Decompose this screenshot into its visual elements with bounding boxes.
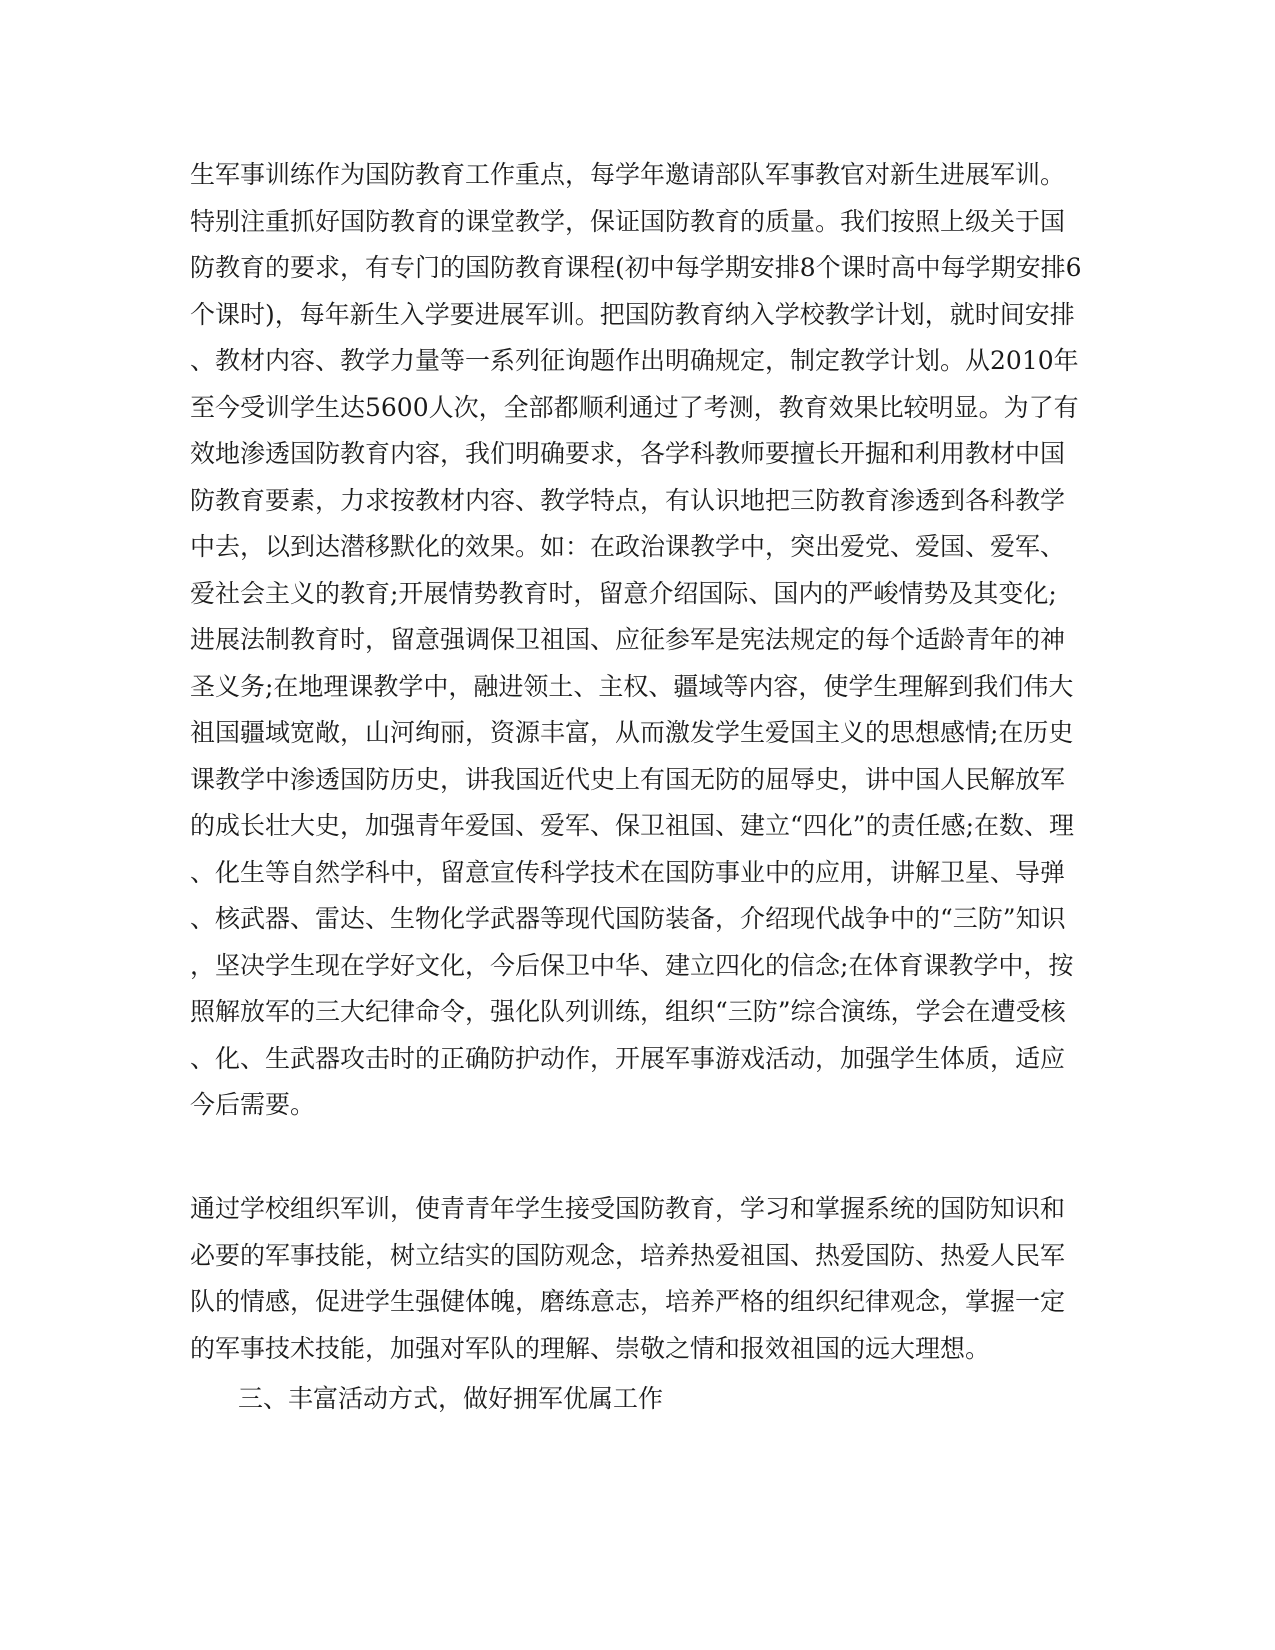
paragraph-line: 至今受训学生达5600人次，全部都顺利通过了考测，教育效果比较明显。为了有 bbox=[190, 392, 1079, 422]
paragraph-line: 、教材内容、教学力量等一系列征询题作出明确规定，制定教学计划。从2010年 bbox=[190, 346, 1079, 375]
paragraph-line: 的成长壮大史，加强青年爱国、爱军、保卫祖国、建立“四化”的责任感;在数、理 bbox=[190, 811, 1074, 840]
paragraph-line: 、核武器、雷达、生物化学武器等现代国防装备，介绍现代战争中的“三防”知识 bbox=[190, 904, 1066, 933]
paragraph-line: 中去，以到达潜移默化的效果。如：在政治课教学中，突出爱党、爱国、爱军、 bbox=[190, 532, 1066, 561]
paragraph-line: 生军事训练作为国防教育工作重点，每学年邀请部队军事教官对新生进展军训。 bbox=[190, 160, 1066, 189]
paragraph-line: 防教育要素，力求按教材内容、教学特点，有认识地把三防教育渗透到各科教学 bbox=[190, 485, 1066, 515]
paragraph-line: 队的情感，促进学生强健体魄，磨练意志，培养严格的组织纪律观念，掌握一定 bbox=[190, 1287, 1066, 1316]
paragraph-line: 个课时)，每年新生入学要进展军训。把国防教育纳入学校教学计划，就时间安排 bbox=[190, 299, 1075, 329]
paragraph-line: 通过学校组织军训，使青青年学生接受国防教育，学习和掌握系统的国防知识和 bbox=[190, 1194, 1066, 1223]
section-heading bbox=[238, 1376, 1138, 1423]
paragraph-line: 特别注重抓好国防教育的课堂教学，保证国防教育的质量。我们按照上级关于国 bbox=[190, 206, 1066, 236]
paragraph-line: 圣义务;在地理课教学中，融进领土、主权、疆域等内容，使学生理解到我们伟大 bbox=[190, 671, 1074, 701]
paragraph-line: 的军事技术技能，加强对军队的理解、崇敬之情和报效祖国的远大理想。 bbox=[190, 1333, 991, 1363]
paragraph-military-training-goals bbox=[190, 1186, 1090, 1372]
section-heading-text: 三、丰富活动方式，做好拥军优属工作 bbox=[238, 1384, 664, 1413]
paragraph-line: 进展法制教育时，留意强调保卫祖国、应征参军是宪法规定的每个适龄青年的神 bbox=[190, 625, 1066, 654]
paragraph-line: ，坚决学生现在学好文化，今后保卫中华、建立四化的信念;在体育课教学中，按 bbox=[190, 950, 1074, 980]
paragraph-line: 课教学中渗透国防历史，讲我国近代史上有国无防的屈辱史，讲中国人民解放军 bbox=[190, 764, 1066, 794]
paragraph-line: 、化生等自然学科中，留意宣传科学技术在国防事业中的应用，讲解卫星、导弹 bbox=[190, 857, 1066, 887]
paragraph-line: 防教育的要求，有专门的国防教育课程(初中每学期安排8个课时高中每学期安排6 bbox=[190, 253, 1082, 282]
paragraph-line: 必要的军事技能，树立结实的国防观念，培养热爱祖国、热爱国防、热爱人民军 bbox=[190, 1240, 1066, 1270]
paragraph-line: 祖国疆域宽敞，山河绚丽，资源丰富，从而激发学生爱国主义的思想感情;在历史 bbox=[190, 718, 1074, 747]
paragraph-line: 、化、生武器攻击时的正确防护动作，开展军事游戏活动，加强学生体质，适应 bbox=[190, 1043, 1066, 1073]
paragraph-line: 今后需要。 bbox=[190, 1090, 316, 1119]
paragraph-national-defense-education bbox=[190, 152, 1090, 1129]
paragraph-line: 效地渗透国防教育内容，我们明确要求，各学科教师要擅长开掘和利用教材中国 bbox=[190, 439, 1066, 468]
paragraph-line: 照解放军的三大纪律命令，强化队列训练，组织“三防”综合演练，学会在遭受核 bbox=[190, 997, 1066, 1026]
paragraph-line: 爱社会主义的教育;开展情势教育时，留意介绍国际、国内的严峻情势及其变化; bbox=[190, 578, 1057, 608]
